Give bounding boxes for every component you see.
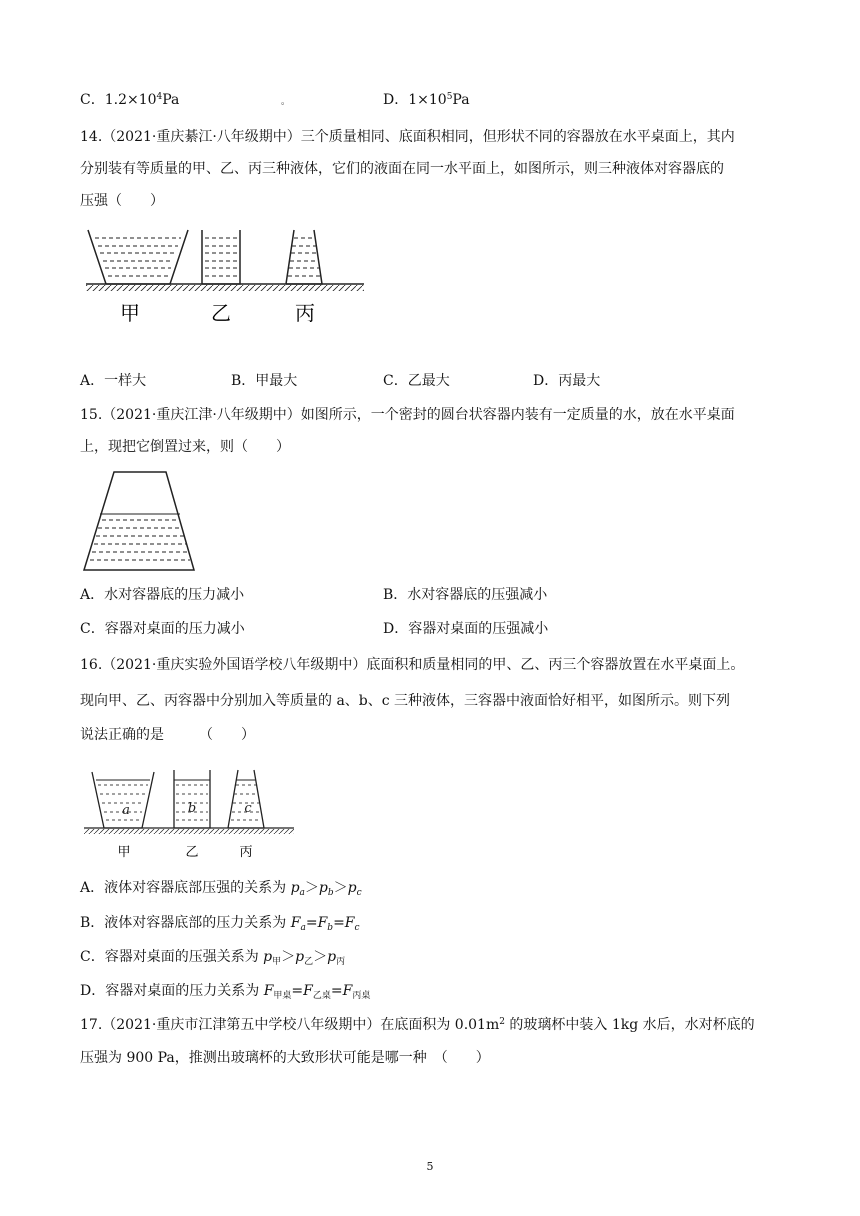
q17-line-2: 压强为 900 Pa，推测出玻璃杯的大致形状可能是哪一种 （ ） (80, 1050, 490, 1066)
container-jia (88, 230, 188, 284)
q15-option-d: D．容器对桌面的压强减小 (383, 621, 549, 637)
q14-option-b: B．甲最大 (231, 373, 298, 389)
q16-line-1: 16.（2021·重庆实验外国语学校八年级期中）底面积和质量相同的甲、乙、丙三个容器放置在水平桌面上。 (80, 657, 745, 673)
label-bing: 丙 (295, 301, 315, 325)
q16-line-2: 现向甲、乙、丙容器中分别加入等质量的 a、b、c 三种液体，三容器中液面恰好相平，如图所示。则下列 (80, 693, 731, 709)
container-yi (202, 230, 240, 284)
q16-option-c: C．容器对桌面的压强关系为 $p_甲>p_乙>p_丙$ (80, 949, 346, 967)
q15-line-1: 15.（2021·重庆江津·八年级期中）如图所示，一个密封的圆台状容器内装有一定质量的水，放在水平桌面 (80, 407, 735, 423)
label-jia: 甲 (120, 301, 140, 325)
q15-option-c: C．容器对桌面的压力减小 (80, 621, 245, 637)
q16-option-b: B．液体对容器底部的压力关系为 $F_a=F_b=F_c$ (80, 915, 360, 933)
q14-line-1: 14.（2021·重庆綦江·八年级期中）三个质量相同、底面积相同，但形状不同的容器放在水平桌面上，其内 (80, 129, 735, 145)
q17-line-1: 17.（2021·重庆市江津第五中学校八年级期中）在底面积为 $0.01m^2$ 的玻璃杯中装入 1kg 水后，水对杯底的 (80, 1017, 755, 1033)
q14-option-d: D．丙最大 (533, 373, 601, 389)
stray-dot: 。 (281, 97, 291, 107)
q16-line-3: 说法正确的是 （ ） (80, 727, 255, 743)
q16-figure (80, 768, 300, 862)
liquid-label-c: c (244, 801, 252, 816)
container-c (228, 770, 264, 828)
label-yi: 乙 (211, 301, 231, 325)
label-jia: 甲 (117, 845, 131, 860)
liquid-label-a: a (122, 803, 130, 818)
container-b (174, 770, 210, 828)
q15-figure (80, 468, 200, 574)
q14-line-2: 分别装有等质量的甲、乙、丙三种液体，它们的液面在同一水平面上，如图所示，则三种液体对容器底的 (80, 161, 724, 177)
q13-option-c: C．$1.2\times 10^4Pa$ (80, 92, 180, 108)
label-yi: 乙 (185, 845, 199, 860)
page-number: 5 (426, 1160, 434, 1173)
ground-hatch (86, 285, 364, 291)
q14-line-3: 压强（ ） (80, 193, 164, 209)
container-a (92, 772, 154, 828)
q14-figure (80, 220, 370, 330)
container-bing (286, 230, 322, 284)
q14-option-c: C．乙最大 (383, 373, 450, 389)
q16-option-d: D．容器对桌面的压力关系为 $F_{甲桌}=F_{乙桌}=F_{丙桌}$ (80, 983, 371, 1001)
q15-line-2: 上，现把它倒置过来，则（ ） (80, 439, 290, 455)
q13-option-d: D．$1\times 10^5Pa$ (383, 92, 470, 108)
q14-option-a: A．一样大 (80, 373, 147, 389)
q16-option-a: A．液体对容器底部压强的关系为 $p_a>p_b>p_c$ (80, 880, 362, 898)
q15-option-b: B．水对容器底的压强减小 (383, 587, 548, 603)
q15-option-a: A．水对容器底的压力减小 (80, 587, 245, 603)
label-bing: 丙 (239, 845, 253, 860)
liquid-label-b: b (187, 801, 197, 816)
